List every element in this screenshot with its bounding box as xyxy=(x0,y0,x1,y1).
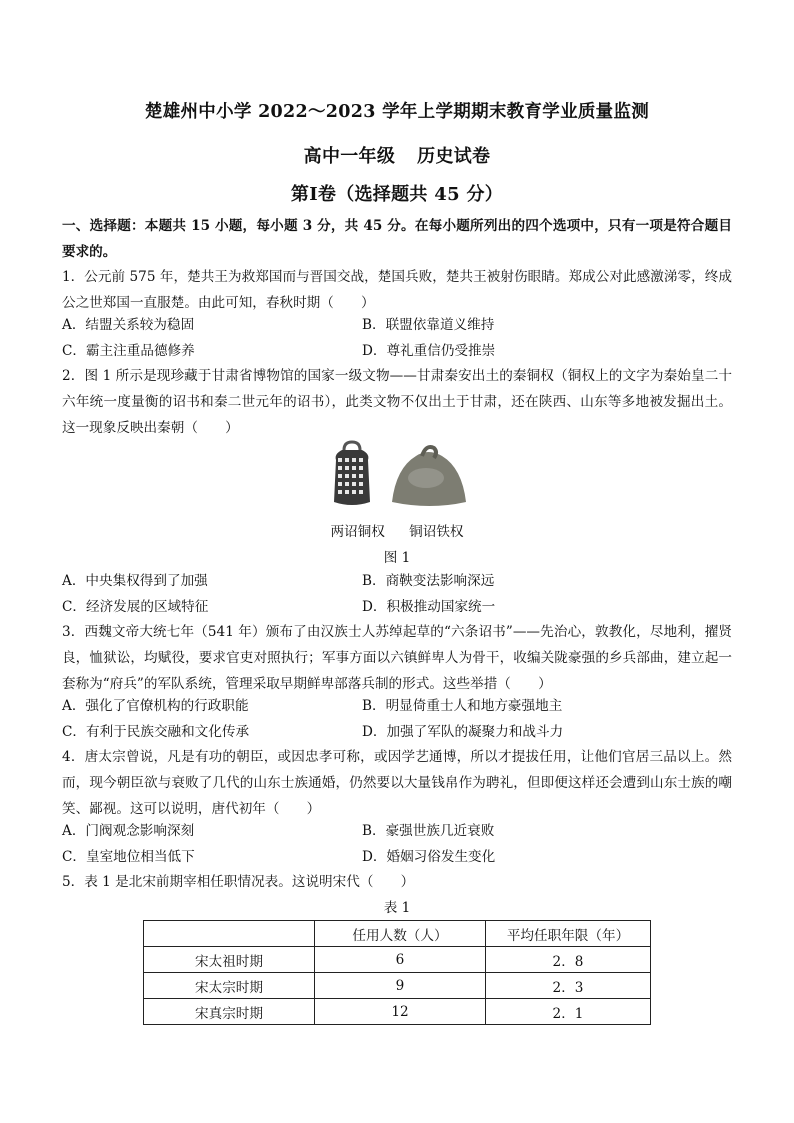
volume-heading: 第Ⅰ卷（选择题共 45 分） xyxy=(290,184,504,205)
option-c[interactable]: C．有利于民族交融和文化传承 xyxy=(62,723,250,740)
question-2-options xyxy=(62,569,732,621)
question-1-options xyxy=(62,313,732,365)
table-cell: 宋真宗时期 xyxy=(144,999,315,1025)
option-a[interactable]: A．中央集权得到了加强 xyxy=(62,573,208,589)
table-cell: 2．1 xyxy=(486,999,651,1025)
option-a[interactable]: A．门阀观念影响深刻 xyxy=(62,823,195,839)
table-header-cell: 平均任职年限（年） xyxy=(486,921,651,947)
table-cell: 宋太宗时期 xyxy=(144,973,315,999)
question-3-stem: 3．西魏文帝大统七年（541 年）颁布了由汉族士人苏绰起草的“六条诏书”——先治心，敦教化，尽地利，擢贤良，恤狱讼，均赋役，要求官吏对照执行；军事方面以六镇鲜卑人为骨干，收编关陇豪强的乡兵部曲，建立起一套称为“府兵”的军队系统，管理采取早期鲜卑部落兵制的形式。这些举措（ ） xyxy=(62,624,732,692)
two-edict-bronze-weight-image xyxy=(334,442,370,505)
option-c[interactable]: C．霸主注重品德修养 xyxy=(62,342,195,359)
table-cell: 2．8 xyxy=(486,947,651,973)
figure-caption-left: 两诏铜权 xyxy=(330,524,385,540)
table-caption: 表 1 xyxy=(383,900,411,916)
option-d[interactable]: D．加强了军队的凝聚力和战斗力 xyxy=(362,723,564,740)
option-c[interactable]: C．皇室地位相当低下 xyxy=(62,848,195,865)
option-b[interactable]: B．明显倚重士人和地方豪强地主 xyxy=(362,698,563,714)
option-c[interactable]: C．经济发展的区域特征 xyxy=(62,598,209,615)
option-d[interactable]: D．婚姻习俗发生变化 xyxy=(362,848,496,865)
table-cell: 9 xyxy=(315,973,486,999)
table-header-row xyxy=(144,921,651,947)
option-a[interactable]: A．强化了官僚机构的行政职能 xyxy=(62,698,249,714)
figure-captions xyxy=(0,520,794,540)
option-b[interactable]: B．豪强世族几近衰败 xyxy=(362,823,495,839)
question-5-stem: 5．表 1 是北宋前期宰相任职情况表。这说明宋代（ ） xyxy=(62,874,415,890)
question-4-options xyxy=(62,819,732,871)
exam-subtitle xyxy=(0,142,794,168)
option-d[interactable]: D．尊礼重信仍受推崇 xyxy=(362,342,496,359)
bronze-weights-figure xyxy=(330,440,470,510)
option-b[interactable]: B．联盟依靠道义维持 xyxy=(362,317,495,333)
question-4-stem: 4．唐太宗曾说，凡是有功的朝臣，或因忠孝可称，或因学艺通博，所以才提拔任用，让他们官居三品以上。然而，现今朝臣欲与衰败了几代的山东士族通婚，仍然要以大量钱帛作为聘礼，但即便这样还会遭到山东士族的嘲笑、鄙视。这可以说明，唐代初年（ ） xyxy=(62,749,732,817)
table-row xyxy=(144,999,651,1025)
table-header-cell: 任用人数（人） xyxy=(315,921,486,947)
chancellor-table xyxy=(143,920,651,1025)
table-header-cell xyxy=(144,921,315,947)
question-2-stem: 2．图 1 所示是现珍藏于甘肃省博物馆的国家一级文物——甘肃秦安出土的秦铜权（铜权上的文字为秦始皇二十六年统一度量衡的诏书和秦二世元年的诏书），此类文物不仅出土于甘肃，还在陕西、山东等多地被发掘出土。这一现象反映出秦朝（ ） xyxy=(62,368,732,436)
grade-label: 高中一年级 xyxy=(303,146,396,167)
option-a[interactable]: A．结盟关系较为稳固 xyxy=(62,317,195,333)
figure-label: 图 1 xyxy=(383,550,411,566)
question-1-stem: 1．公元前 575 年，楚共王为救郑国而与晋国交战，楚国兵败，楚共王被射伤眼睛。郑成公对此感激涕零，终成公之世郑国一直服楚。由此可知，春秋时期（ ） xyxy=(62,269,732,311)
section-instruction: 一、选择题：本题共 15 小题，每小题 3 分，共 45 分。在每小题所列出的四个选项中，只有一项是符合题目要求的。 xyxy=(62,218,732,260)
subject-label: 历史试卷 xyxy=(417,146,491,167)
question-3-options xyxy=(62,694,732,746)
figure-caption-right: 铜诏铁权 xyxy=(409,524,464,540)
option-b[interactable]: B．商鞅变法影响深远 xyxy=(362,573,495,589)
table-row xyxy=(144,947,651,973)
option-d[interactable]: D．积极推动国家统一 xyxy=(362,598,496,615)
bronze-edict-iron-weight-image xyxy=(392,447,466,506)
table-cell: 6 xyxy=(315,947,486,973)
table-row xyxy=(144,973,651,999)
exam-title: 楚雄州中小学 2022～2023 学年上学期期末教育学业质量监测 xyxy=(144,102,650,122)
table-cell: 12 xyxy=(315,999,486,1025)
table-cell: 2．3 xyxy=(486,973,651,999)
table-cell: 宋太祖时期 xyxy=(144,947,315,973)
